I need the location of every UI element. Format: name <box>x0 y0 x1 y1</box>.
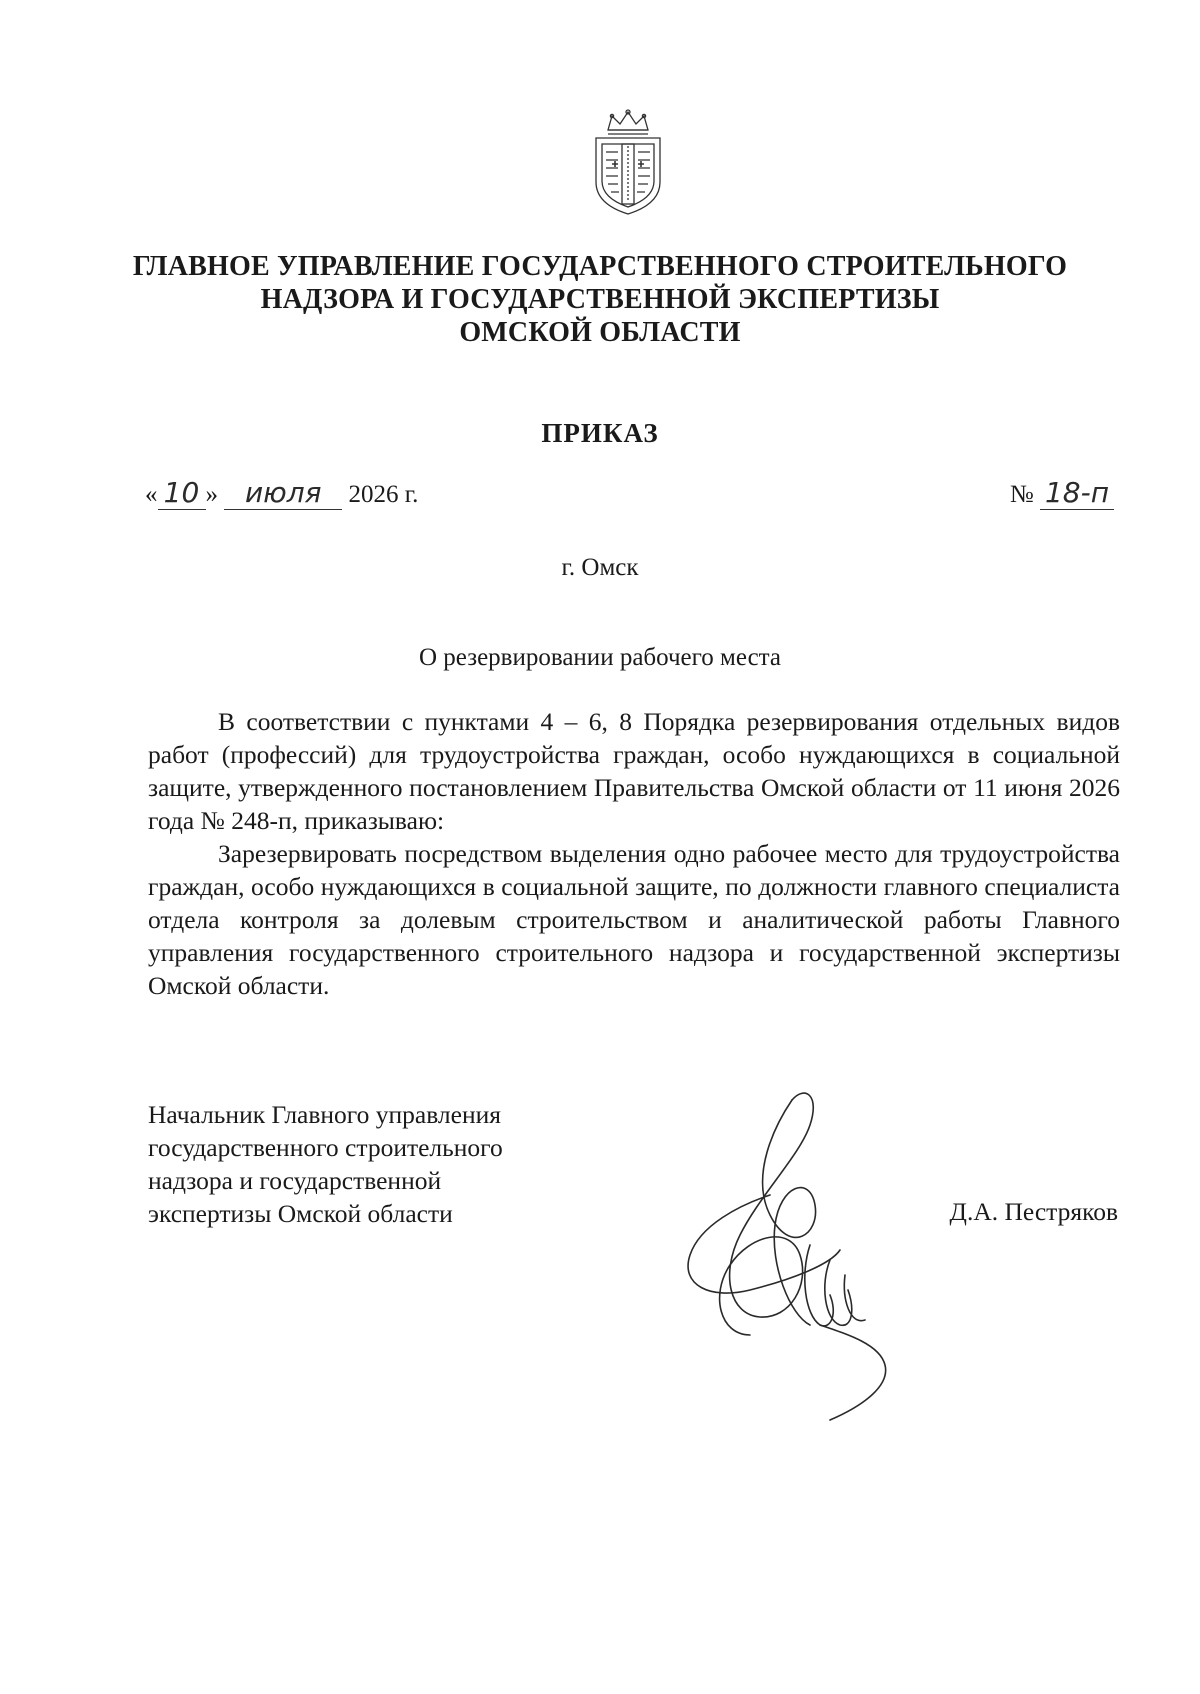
order-body <box>148 705 1120 1002</box>
organization-line-2: НАДЗОРА И ГОСУДАРСТВЕННОЙ ЭКСПЕРТИЗЫ <box>260 284 940 315</box>
order-number <box>1010 476 1114 510</box>
date-month: июля <box>224 476 342 510</box>
organization-line-3: ОМСКОЙ ОБЛАСТИ <box>459 317 741 348</box>
date-day: 10 <box>158 476 206 510</box>
organization-line-1: ГЛАВНОЕ УПРАВЛЕНИЕ ГОСУДАРСТВЕННОГО СТРОИТЕЛЬНОГО <box>132 251 1068 282</box>
coat-of-arms-icon <box>586 108 670 218</box>
body-paragraph-2: Зарезервировать посредством выделения одно рабочее место для трудоустройства граждан, особо нуждающихся в социальной защите, по должности главного специалиста отдела контроля за долевым строительством и аналитической работы Главного управления государственного строительного надзора и государственной экспертизы Омской области. <box>148 839 1120 1000</box>
number-prefix: № <box>1009 481 1034 508</box>
handwritten-signature-icon <box>680 1085 910 1425</box>
signatory-position-line-4: экспертизы Омской области <box>148 1199 453 1228</box>
order-subject: О резервировании рабочего места <box>419 644 781 671</box>
date-open-quote: « <box>145 481 158 508</box>
document-type-title: ПРИКАЗ <box>541 418 659 448</box>
body-paragraph-1: В соответствии с пунктами 4 – 6, 8 Порядка резервирования отдельных видов работ (профессий) для трудоустройства граждан, особо нуждающихся в социальной защите, утвержденного постановлением Правительства Омской области от 11 июня 2026 года № 248-п, приказываю: <box>148 707 1120 835</box>
organization-header <box>0 250 1200 349</box>
order-date <box>145 476 418 510</box>
number-value: 18-п <box>1040 476 1114 510</box>
signatory-position <box>148 1098 503 1230</box>
city: г. Омск <box>561 554 639 581</box>
signatory-position-line-2: государственного строительного <box>148 1133 503 1162</box>
signatory-position-line-1: Начальник Главного управления <box>148 1100 501 1129</box>
signatory-name: Д.А. Пестряков <box>949 1197 1118 1226</box>
date-year: 2026 г. <box>348 481 419 508</box>
signatory-position-line-3: надзора и государственной <box>148 1166 442 1195</box>
date-close-quote: » <box>205 481 218 508</box>
